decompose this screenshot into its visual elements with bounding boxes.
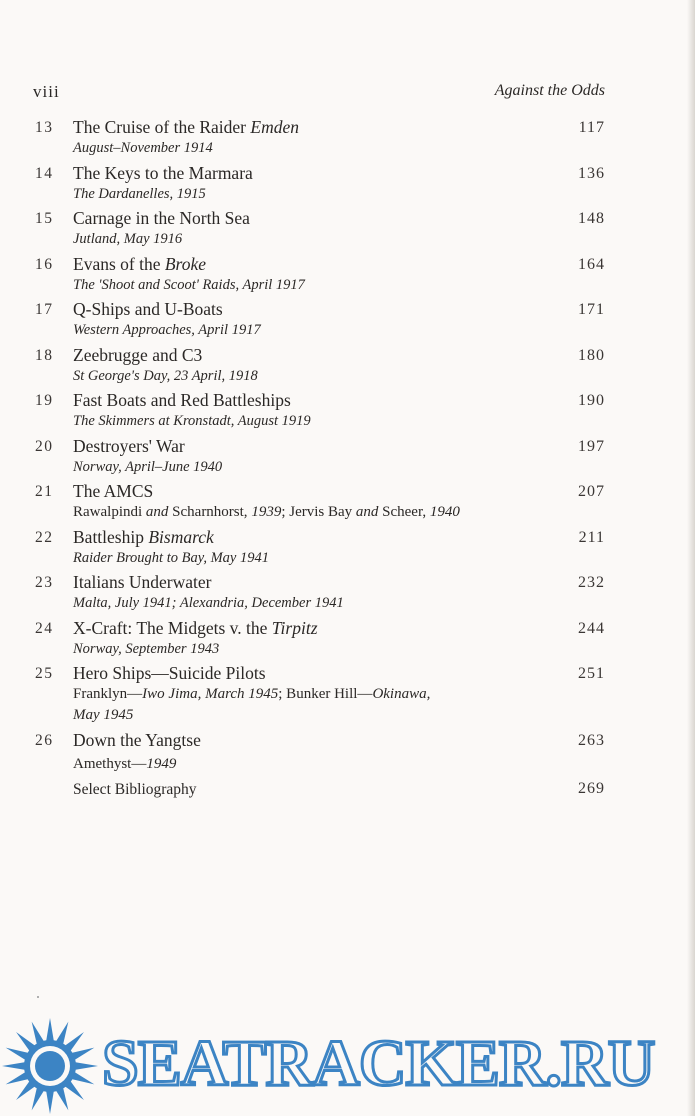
page-number: 197 xyxy=(578,437,605,455)
toc-entry[interactable] xyxy=(33,662,605,728)
page-number: 136 xyxy=(578,164,605,182)
chapter-title: Zeebrugge and C3 xyxy=(73,344,203,365)
chapter-subtitle: Malta, July 1941; Alexandria, December 1941 xyxy=(73,595,344,611)
table-of-contents xyxy=(33,116,605,825)
chapter-subtitle: Norway, April–June 1940 xyxy=(73,458,223,475)
toc-entry[interactable] xyxy=(33,480,605,525)
chapter-subtitle: St George's Day, 23 April, 1918 xyxy=(73,367,258,384)
chapter-subtitle: Jutland, May 1916 xyxy=(73,231,183,247)
chapter-number: 23 xyxy=(35,574,54,591)
toc-entry[interactable] xyxy=(33,116,605,161)
watermark-text: SEATRACKER.RU xyxy=(102,1027,655,1100)
chapter-number: 20 xyxy=(35,437,54,455)
toc-entry[interactable] xyxy=(33,729,605,775)
book-title: Against the Odds xyxy=(494,82,605,99)
page-number: 263 xyxy=(578,731,605,749)
chapter-number: 16 xyxy=(35,255,54,273)
toc-entry[interactable] xyxy=(33,253,605,298)
chapter-subtitle: Raider Brought to Bay, May 1941 xyxy=(73,549,269,566)
chapter-number: 19 xyxy=(35,392,54,409)
chapter-subtitle: Rawalpindi and Scharnhorst, 1939; Jervis Bay and Scheer, 1940 xyxy=(73,504,460,520)
chapter-subtitle: Franklyn—Iwo Jima, March 1945; Bunker Hill—Okinawa, May 1945 xyxy=(73,686,431,723)
speck xyxy=(37,996,39,998)
chapter-number: 21 xyxy=(35,483,54,500)
page-edge xyxy=(687,0,695,1116)
page-number: 244 xyxy=(578,619,605,637)
chapter-number: 22 xyxy=(35,528,54,546)
toc-entry[interactable] xyxy=(33,389,605,434)
chapter-number: 17 xyxy=(35,301,54,318)
chapter-title: The Cruise of the Raider Emden xyxy=(73,117,299,137)
toc-entry[interactable] xyxy=(33,207,605,252)
chapter-title: Evans of the Broke xyxy=(73,253,206,274)
chapter-subtitle: Western Approaches, April 1917 xyxy=(73,322,261,338)
chapter-subtitle: August–November 1914 xyxy=(73,140,213,156)
chapter-number: 25 xyxy=(35,665,54,682)
page-number: 148 xyxy=(578,210,605,227)
page-number: 190 xyxy=(578,392,605,409)
chapter-number: 26 xyxy=(35,731,54,749)
chapter-title: The AMCS xyxy=(73,481,154,501)
chapter-subtitle: Norway, September 1943 xyxy=(73,640,220,657)
chapter-title: Select Bibliography xyxy=(73,781,197,798)
running-head xyxy=(33,82,605,104)
chapter-subtitle: The 'Shoot and Scoot' Raids, April 1917 xyxy=(73,276,305,293)
toc-entry[interactable] xyxy=(33,298,605,343)
chapter-subtitle: Amethyst—1949 xyxy=(73,755,177,772)
page-number: 269 xyxy=(578,780,605,797)
toc-entry[interactable] xyxy=(33,344,605,389)
chapter-title: Down the Yangtse xyxy=(73,729,201,750)
page-number: 251 xyxy=(578,665,605,682)
chapter-number: 13 xyxy=(35,119,54,136)
chapter-title: Hero Ships—Suicide Pilots xyxy=(73,663,266,683)
watermark xyxy=(0,1010,695,1116)
chapter-subtitle: The Skimmers at Kronstadt, August 1919 xyxy=(73,413,311,429)
chapter-title: Carnage in the North Sea xyxy=(73,208,250,228)
page-number: 180 xyxy=(578,346,605,364)
sun-burst-icon xyxy=(0,1010,110,1116)
page-number: 207 xyxy=(578,483,605,500)
page-folio: viii xyxy=(33,82,60,101)
chapter-title: Q-Ships and U-Boats xyxy=(73,299,223,319)
chapter-title: Destroyers' War xyxy=(73,435,185,456)
chapter-title: Italians Underwater xyxy=(73,572,212,592)
toc-entry-bibliography[interactable] xyxy=(33,775,605,824)
chapter-number: 24 xyxy=(35,619,54,637)
chapter-title: X-Craft: The Midgets v. the Tirpitz xyxy=(73,617,318,638)
page-number: 232 xyxy=(578,574,605,591)
chapter-number: 14 xyxy=(35,164,54,182)
toc-entry[interactable] xyxy=(33,571,605,616)
chapter-number: 15 xyxy=(35,210,54,227)
chapter-title: Fast Boats and Red Battleships xyxy=(73,390,291,410)
toc-entry[interactable] xyxy=(33,435,605,480)
chapter-title: The Keys to the Marmara xyxy=(73,162,253,183)
page-number: 171 xyxy=(578,301,605,318)
chapter-number: 18 xyxy=(35,346,54,364)
page-number: 117 xyxy=(578,119,605,136)
page-number: 211 xyxy=(578,528,605,546)
chapter-title: Battleship Bismarck xyxy=(73,526,214,547)
chapter-subtitle: The Dardanelles, 1915 xyxy=(73,185,206,202)
toc-entry[interactable] xyxy=(33,526,605,571)
toc-entry[interactable] xyxy=(33,617,605,662)
toc-entry[interactable] xyxy=(33,162,605,207)
page-number: 164 xyxy=(578,255,605,273)
